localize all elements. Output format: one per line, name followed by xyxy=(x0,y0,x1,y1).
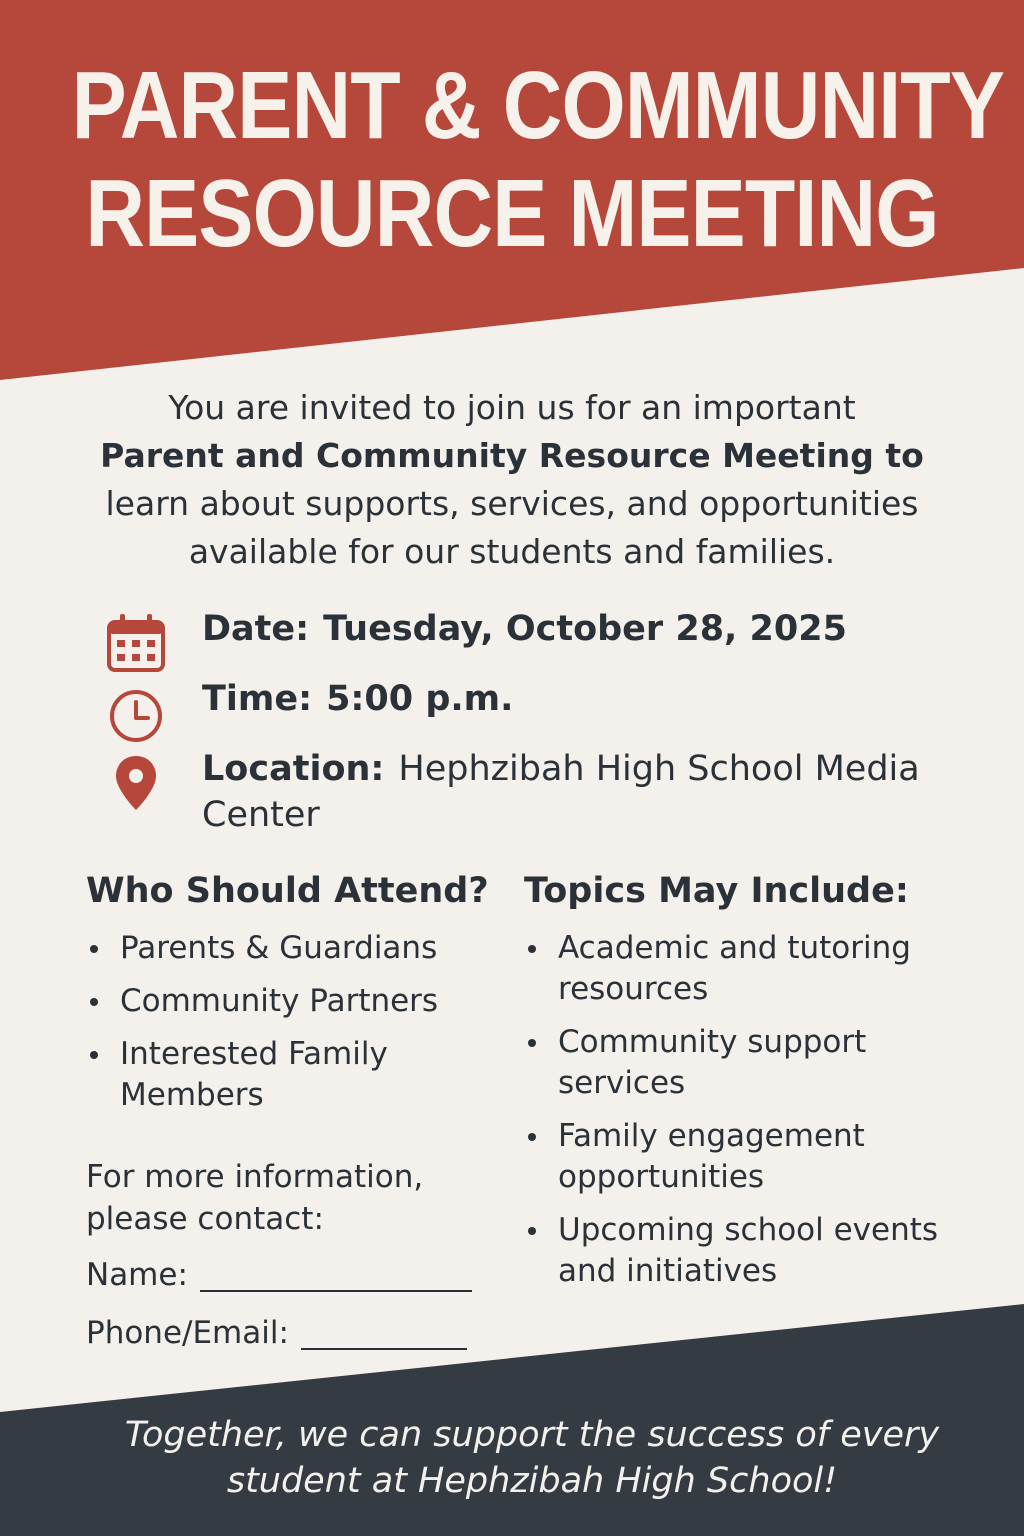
intro-line-1: You are invited to join us for an important xyxy=(168,388,856,427)
phone-email-label: Phone/Email: xyxy=(86,1315,289,1351)
topics-list xyxy=(524,928,964,1292)
topic-item: Family engagement opportunities xyxy=(524,1116,964,1198)
topics-may-include xyxy=(524,866,964,1304)
attend-item: Community Partners xyxy=(86,981,496,1022)
date-value: Tuesday, October 28, 2025 xyxy=(323,609,847,649)
contact-prompt: For more information, please contact: xyxy=(86,1159,424,1237)
intro-paragraph xyxy=(60,384,964,576)
name-label: Name: xyxy=(86,1257,188,1293)
location-row xyxy=(100,746,980,838)
intro-line-3: learn about supports, services, and opportunities xyxy=(105,484,919,523)
time-row xyxy=(100,676,980,746)
attend-item: Parents & Guardians xyxy=(86,928,496,969)
attend-heading: Who Should Attend? xyxy=(86,871,489,911)
title-line-1: PARENT & COMMUNITY xyxy=(71,52,1005,159)
name-field-row xyxy=(86,1254,496,1296)
topic-item: Academic and tutoring resources xyxy=(524,928,964,1010)
topics-heading: Topics May Include: xyxy=(524,871,909,911)
location-value: Hephzibah High School Media Center xyxy=(202,749,920,835)
tagline-line-2: student at Hephzibah High School! xyxy=(226,1461,838,1501)
calendar-icon xyxy=(104,610,168,674)
clock-icon xyxy=(104,680,168,744)
event-details xyxy=(100,606,980,838)
topic-item: Upcoming school events and initiatives xyxy=(524,1210,964,1292)
footer-tagline xyxy=(100,1412,964,1504)
who-should-attend xyxy=(86,866,496,1128)
time-value: 5:00 p.m. xyxy=(326,679,514,719)
date-label: Date: xyxy=(202,609,310,649)
tagline-line-1: Together, we can support the success of every xyxy=(124,1415,940,1455)
page-title xyxy=(71,52,1005,268)
attend-list xyxy=(86,928,496,1116)
name-blank-line[interactable] xyxy=(200,1260,472,1292)
date-row xyxy=(100,606,980,676)
attend-item: Interested Family Members xyxy=(86,1034,496,1116)
location-pin-icon xyxy=(104,750,168,814)
intro-line-4: available for our students and families. xyxy=(188,532,836,571)
title-line-2: RESOURCE MEETING xyxy=(85,160,939,267)
topic-item: Community support services xyxy=(524,1022,964,1104)
location-label: Location: xyxy=(202,749,385,789)
intro-line-2: Parent and Community Resource Meeting to xyxy=(100,436,924,475)
time-label: Time: xyxy=(202,679,313,719)
